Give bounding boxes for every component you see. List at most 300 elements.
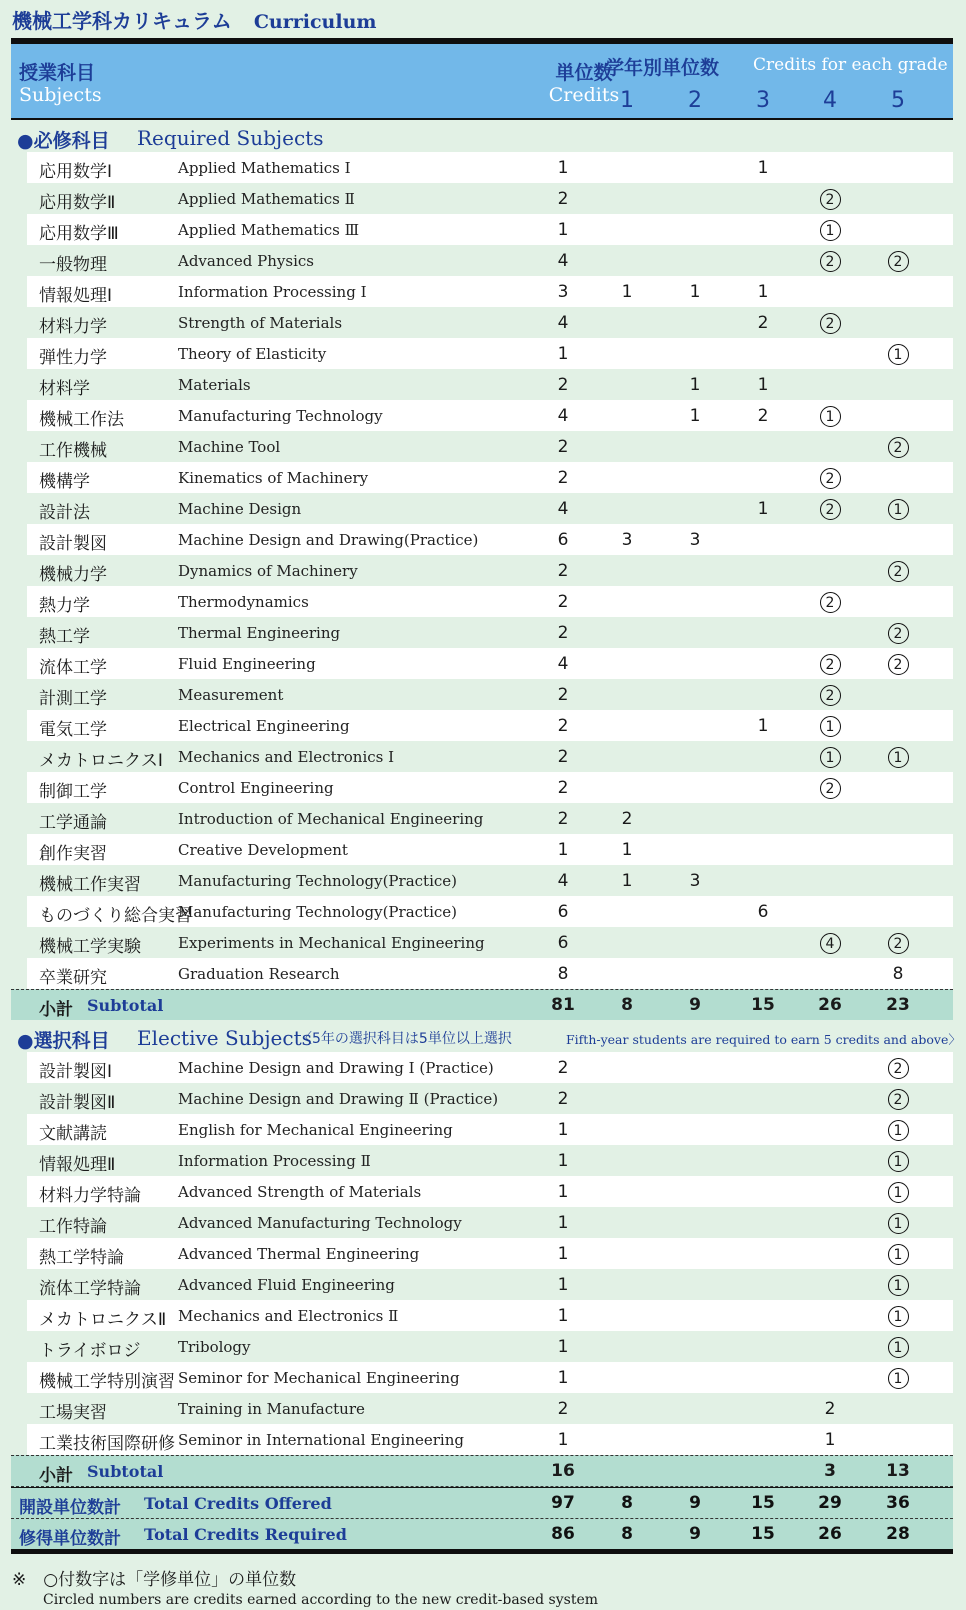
subject-name-en: Control Engineering (178, 779, 334, 797)
table-row (27, 524, 953, 555)
subject-name-ja: 設計製図Ⅰ (39, 1062, 113, 1082)
subtotal-grade-4: 26 (818, 995, 842, 1015)
subject-name-en: Seminor in International Engineering (178, 1431, 464, 1449)
subject-name-en: Advanced Thermal Engineering (178, 1245, 420, 1263)
grade-4-cell (800, 313, 860, 334)
grade-4-cell (800, 778, 860, 799)
grade-1-cell: 1 (621, 282, 633, 302)
total-credits: 86 (551, 1524, 575, 1544)
table-row (27, 1114, 953, 1145)
grade-4-cell: 1 (824, 1430, 836, 1450)
table-row (11, 1269, 953, 1300)
grade-3-cell: 2 (757, 406, 769, 426)
subject-name-ja: 情報処理Ⅱ (39, 1155, 116, 1175)
credits-cell: 1 (557, 1213, 569, 1233)
circled-credit: 1 (820, 220, 841, 241)
totals-block (11, 1487, 953, 1549)
grade-3-cell: 1 (757, 282, 769, 302)
circled-credit: 2 (888, 933, 909, 954)
subject-name-en: Manufacturing Technology(Practice) (178, 903, 457, 921)
grade-5-cell (868, 251, 928, 272)
subject-name-en: Kinematics of Machinery (178, 469, 369, 487)
credits-cell: 1 (557, 220, 569, 240)
grade-1-cell: 1 (621, 840, 633, 860)
subject-name-ja: 工業技術国際研修 (39, 1434, 175, 1454)
elective-subtotal-row (11, 1455, 953, 1487)
circled-credit: 1 (888, 1120, 909, 1141)
table-row (27, 710, 953, 741)
subject-name-en: Machine Design and Drawing(Practice) (178, 531, 479, 549)
credits-cell: 2 (557, 189, 569, 209)
total-label-en: Total Credits Offered (144, 1494, 332, 1513)
credits-cell: 2 (557, 778, 569, 798)
subject-name-ja: 工場実習 (39, 1403, 107, 1423)
table-row (27, 1362, 953, 1393)
table-row (11, 1393, 953, 1424)
grade-2-cell: 1 (689, 375, 701, 395)
total-credits: 97 (551, 1493, 575, 1513)
total-grade-1: 8 (621, 1524, 633, 1544)
grade-5-cell (868, 437, 928, 458)
subject-name-en: Graduation Research (178, 965, 340, 983)
circled-credit: 1 (888, 1182, 909, 1203)
total-grade-3: 15 (751, 1524, 775, 1544)
credits-cell: 2 (557, 623, 569, 643)
subject-name-ja: 応用数学Ⅱ (39, 193, 116, 213)
credits-cell: 1 (557, 1275, 569, 1295)
header-subjects-en: Subjects (19, 84, 102, 106)
grade-5-cell (868, 654, 928, 675)
grade-5-cell (868, 1213, 928, 1234)
total-grade-1: 8 (621, 1493, 633, 1513)
credits-cell: 1 (557, 1151, 569, 1171)
total-grade-2: 9 (689, 1493, 701, 1513)
subject-name-ja: 材料力学特論 (39, 1186, 141, 1206)
grade-3-cell: 6 (757, 902, 769, 922)
grade-3-cell: 1 (757, 158, 769, 178)
header-grade-4: 4 (823, 88, 837, 113)
table-row (27, 1052, 953, 1083)
table-bottom-rule (11, 1549, 953, 1554)
table-row (27, 462, 953, 493)
subtotal-grade-5: 23 (886, 995, 910, 1015)
circled-credit: 2 (820, 189, 841, 210)
grade-3-cell: 1 (757, 716, 769, 736)
subject-name-ja: 機械工作実習 (39, 875, 141, 895)
subtotal-label-ja: 小計 (39, 1466, 73, 1486)
credits-cell: 2 (557, 375, 569, 395)
subject-name-ja: 応用数学Ⅰ (39, 162, 113, 182)
table-row (27, 1424, 953, 1455)
circled-credit: 1 (888, 344, 909, 365)
subject-name-ja: ものづくり総合実習 (39, 906, 192, 926)
grade-4-cell (800, 406, 860, 427)
subject-name-ja: 工学通論 (39, 813, 107, 833)
grade-5-cell (868, 623, 928, 644)
circled-credit: 2 (888, 1089, 909, 1110)
total-row (11, 1518, 953, 1549)
footnote-ja: ※ ○付数字は「学修単位」の単位数 (12, 1570, 297, 1590)
elective-title-ja: ●選択科目 (17, 1030, 110, 1052)
circled-credit: 1 (888, 1337, 909, 1358)
credits-cell: 1 (557, 1306, 569, 1326)
credits-cell: 4 (557, 654, 569, 674)
subject-name-ja: 機構学 (39, 472, 90, 492)
credits-cell: 3 (557, 282, 569, 302)
subject-name-en: Tribology (178, 1338, 251, 1356)
total-grade-4: 26 (818, 1524, 842, 1544)
total-label-en: Total Credits Required (144, 1525, 347, 1544)
subject-name-en: Applied Mathematics Ⅲ (178, 221, 360, 239)
credits-cell: 4 (557, 871, 569, 891)
credits-cell: 4 (557, 251, 569, 271)
grade-1-cell: 2 (621, 809, 633, 829)
subtotal-label-en: Subtotal (87, 1462, 164, 1481)
table-row (11, 183, 953, 214)
grade-5-cell (868, 1058, 928, 1079)
grade-5-cell (868, 1306, 928, 1327)
table-row (11, 307, 953, 338)
subject-name-ja: 工作機械 (39, 441, 107, 461)
subtotal-grade-2: 9 (689, 995, 701, 1015)
subject-name-ja: メカトロニクスⅡ (39, 1310, 167, 1330)
grade-4-cell (800, 685, 860, 706)
subject-name-ja: 熱工学特論 (39, 1248, 124, 1268)
credits-cell: 4 (557, 499, 569, 519)
subject-name-ja: トライボロジ (39, 1341, 141, 1361)
grade-4-cell (800, 251, 860, 272)
table-row (11, 245, 953, 276)
table-row (11, 865, 953, 896)
credits-cell: 1 (557, 1368, 569, 1388)
elective-section-heading (11, 1020, 961, 1052)
subject-name-en: Manufacturing Technology(Practice) (178, 872, 457, 890)
table-row (27, 338, 953, 369)
footnote (12, 1565, 952, 1608)
subtotal-grade-3: 15 (751, 995, 775, 1015)
subject-name-ja: メカトロニクスⅠ (39, 751, 163, 771)
subject-name-ja: 弾性力学 (39, 348, 107, 368)
credits-cell: 4 (557, 406, 569, 426)
subject-name-ja: 設計法 (39, 503, 90, 523)
circled-credit: 1 (888, 1244, 909, 1265)
circled-credit: 2 (820, 313, 841, 334)
subject-name-en: Advanced Fluid Engineering (178, 1276, 395, 1294)
grade-5-cell (868, 1089, 928, 1110)
subtotal-credits: 81 (551, 995, 575, 1015)
credits-cell: 1 (557, 1430, 569, 1450)
subject-name-ja: 流体工学 (39, 658, 107, 678)
table-row (11, 369, 953, 400)
credits-cell: 1 (557, 1182, 569, 1202)
subject-name-en: Information Processing Ⅰ (178, 283, 367, 301)
grade-5-cell (868, 561, 928, 582)
subject-name-ja: 情報処理Ⅰ (39, 286, 113, 306)
circled-credit: 2 (888, 437, 909, 458)
subject-name-ja: 一般物理 (39, 255, 107, 275)
subject-name-en: Applied Mathematics Ⅰ (178, 159, 351, 177)
required-rows (11, 152, 953, 989)
subject-name-ja: 熱工学 (39, 627, 90, 647)
circled-credit: 2 (820, 499, 841, 520)
circled-credit: 2 (820, 778, 841, 799)
grade-3-cell: 1 (757, 375, 769, 395)
header-subjects-ja: 授業科目 (19, 62, 96, 84)
header-grade-ja: 学年別単位数 (605, 57, 720, 79)
grade-1-cell: 1 (621, 871, 633, 891)
subject-name-ja: 卒業研究 (39, 968, 107, 988)
credits-cell: 2 (557, 468, 569, 488)
circled-credit: 2 (820, 468, 841, 489)
credits-cell: 1 (557, 840, 569, 860)
credits-cell: 1 (557, 1337, 569, 1357)
table-row (11, 679, 953, 710)
circled-credit: 1 (888, 1151, 909, 1172)
subject-name-ja: 応用数学Ⅲ (39, 224, 119, 244)
curriculum-table (11, 38, 961, 1554)
subtotal-grade-5: 13 (886, 1461, 910, 1481)
credits-cell: 6 (557, 902, 569, 922)
required-title-en: Required Subjects (137, 126, 324, 150)
credits-cell: 2 (557, 685, 569, 705)
subject-name-en: Advanced Physics (178, 252, 314, 270)
credits-cell: 1 (557, 1244, 569, 1264)
grade-5-cell (868, 1337, 928, 1358)
table-header (11, 44, 953, 120)
subject-name-en: Thermal Engineering (178, 624, 341, 642)
grade-4-cell (800, 189, 860, 210)
subject-name-ja: 流体工学特論 (39, 1279, 141, 1299)
table-row (11, 493, 953, 524)
grade-4-cell (800, 499, 860, 520)
subject-name-en: Electrical Engineering (178, 717, 350, 735)
subject-name-ja: 文献講読 (39, 1124, 107, 1144)
credits-cell: 6 (557, 530, 569, 550)
subject-name-en: Advanced Manufacturing Technology (178, 1214, 462, 1232)
table-row (27, 958, 953, 989)
grade-5-cell (868, 1275, 928, 1296)
subject-name-en: Machine Design and Drawing Ⅰ (Practice) (178, 1059, 494, 1077)
elective-note-ja: 〈5年の選択科目は5単位以上選択 (298, 1031, 512, 1047)
grade-4-cell (800, 716, 860, 737)
credits-cell: 1 (557, 344, 569, 364)
subject-name-en: Introduction of Mechanical Engineering (178, 810, 484, 828)
subject-name-ja: 材料学 (39, 379, 90, 399)
grade-5-cell (868, 1368, 928, 1389)
credits-cell: 2 (557, 747, 569, 767)
page-title (12, 5, 377, 33)
subtotal-grade-4: 3 (824, 1461, 836, 1481)
subtotal-label-ja: 小計 (39, 1000, 73, 1020)
circled-credit: 2 (820, 592, 841, 613)
table-row (27, 772, 953, 803)
credits-cell: 8 (557, 964, 569, 984)
grade-4-cell (800, 220, 860, 241)
header-grade-3: 3 (756, 88, 770, 113)
total-label-ja: 修得単位数計 (19, 1529, 121, 1549)
circled-credit: 1 (888, 747, 909, 768)
grade-5-cell (868, 1151, 928, 1172)
subject-name-en: Fluid Engineering (178, 655, 316, 673)
grade-2-cell: 1 (689, 282, 701, 302)
total-label-ja: 開設単位数計 (19, 1498, 121, 1518)
credits-cell: 6 (557, 933, 569, 953)
total-grade-4: 29 (818, 1493, 842, 1513)
grade-5-cell (868, 1244, 928, 1265)
circled-credit: 2 (820, 654, 841, 675)
grade-2-cell: 1 (689, 406, 701, 426)
subject-name-en: Mechanics and Electronics Ⅰ (178, 748, 395, 766)
grade-4-cell (800, 933, 860, 954)
circled-credit: 1 (820, 747, 841, 768)
credits-cell: 2 (557, 437, 569, 457)
grade-1-cell: 3 (621, 530, 633, 550)
grade-5-cell: 8 (892, 964, 904, 984)
subject-name-ja: 制御工学 (39, 782, 107, 802)
grade-5-cell (868, 933, 928, 954)
subject-name-en: Strength of Materials (178, 314, 343, 332)
subject-name-en: Machine Design and Drawing Ⅱ (Practice) (178, 1090, 499, 1108)
circled-credit: 2 (888, 251, 909, 272)
header-grade-5: 5 (891, 88, 905, 113)
circled-credit: 1 (888, 1368, 909, 1389)
grade-5-cell (868, 499, 928, 520)
required-subtotal-row (11, 989, 953, 1020)
footnote-en: Circled numbers are credits earned according to the new credit-based system (43, 1592, 599, 1608)
credits-cell: 2 (557, 809, 569, 829)
subject-name-en: Theory of Elasticity (178, 345, 327, 363)
header-grade-1: 1 (620, 88, 634, 113)
credits-cell: 1 (557, 158, 569, 178)
subject-name-ja: 電気工学 (39, 720, 107, 740)
table-row (11, 803, 953, 834)
page-title-en: Curriculum (253, 11, 377, 33)
subject-name-ja: 機械工作法 (39, 410, 124, 430)
credits-cell: 4 (557, 313, 569, 333)
credits-cell: 2 (557, 1089, 569, 1109)
table-row (11, 741, 953, 772)
table-row (27, 1300, 953, 1331)
subject-name-ja: 機械力学 (39, 565, 107, 585)
grade-5-cell (868, 344, 928, 365)
table-row (27, 152, 953, 183)
grade-5-cell (868, 1182, 928, 1203)
credits-cell: 2 (557, 716, 569, 736)
table-row (11, 1083, 953, 1114)
grade-4-cell (800, 468, 860, 489)
circled-credit: 2 (820, 685, 841, 706)
table-row (27, 400, 953, 431)
grade-2-cell: 3 (689, 871, 701, 891)
table-row (27, 896, 953, 927)
circled-credit: 2 (888, 1058, 909, 1079)
credits-cell: 2 (557, 561, 569, 581)
circled-credit: 1 (820, 406, 841, 427)
subject-name-en: Measurement (178, 686, 284, 704)
subject-name-en: Mechanics and Electronics Ⅱ (178, 1307, 399, 1325)
table-row (11, 431, 953, 462)
subtotal-credits: 16 (551, 1461, 575, 1481)
subject-name-en: Training in Manufacture (178, 1400, 365, 1418)
subject-name-en: Machine Tool (178, 438, 281, 456)
credits-cell: 2 (557, 1058, 569, 1078)
total-grade-5: 28 (886, 1524, 910, 1544)
grade-3-cell: 1 (757, 499, 769, 519)
table-row (11, 927, 953, 958)
table-row (11, 555, 953, 586)
table-row (27, 586, 953, 617)
subject-name-en: Dynamics of Machinery (178, 562, 358, 580)
subtotal-grade-1: 8 (621, 995, 633, 1015)
circled-credit: 1 (888, 499, 909, 520)
circled-credit: 4 (820, 933, 841, 954)
subject-name-en: Machine Design (178, 500, 302, 518)
required-section-heading (11, 120, 953, 152)
subject-name-ja: 計測工学 (39, 689, 107, 709)
subject-name-ja: 創作実習 (39, 844, 107, 864)
subject-name-en: Experiments in Mechanical Engineering (178, 934, 485, 952)
elective-rows (11, 1052, 953, 1455)
circled-credit: 1 (888, 1213, 909, 1234)
subject-name-ja: 材料力学 (39, 317, 107, 337)
circled-credit: 1 (820, 716, 841, 737)
circled-credit: 1 (888, 1275, 909, 1296)
page-title-ja: 機械工学科カリキュラム (12, 9, 232, 33)
table-row (27, 1176, 953, 1207)
subject-name-en: Thermodynamics (178, 593, 309, 611)
subject-name-ja: 工作特論 (39, 1217, 107, 1237)
subject-name-en: Information Processing Ⅱ (178, 1152, 371, 1170)
header-credits-ja: 単位数 (555, 62, 613, 84)
subject-name-ja: 設計製図 (39, 534, 107, 554)
table-row (27, 834, 953, 865)
circled-credit: 2 (888, 561, 909, 582)
table-row (27, 276, 953, 307)
total-grade-3: 15 (751, 1493, 775, 1513)
total-row (11, 1487, 953, 1518)
subject-name-ja: 機械工学特別演習 (39, 1372, 175, 1392)
header-grade-2: 2 (688, 88, 702, 113)
table-row (11, 1331, 953, 1362)
subject-name-en: Advanced Strength of Materials (178, 1183, 422, 1201)
grade-4-cell (800, 654, 860, 675)
required-title-ja: ●必修科目 (17, 130, 110, 152)
subject-name-ja: 熱力学 (39, 596, 90, 616)
grade-4-cell: 2 (824, 1399, 836, 1419)
header-grade-en: Credits for each grade (753, 55, 948, 75)
circled-credit: 1 (888, 1306, 909, 1327)
grade-2-cell: 3 (689, 530, 701, 550)
subject-name-en: Seminor for Mechanical Engineering (178, 1369, 460, 1387)
grade-4-cell (800, 747, 860, 768)
total-grade-2: 9 (689, 1524, 701, 1544)
circled-credit: 2 (888, 654, 909, 675)
subtotal-label-en: Subtotal (87, 996, 164, 1015)
subject-name-en: English for Mechanical Engineering (178, 1121, 453, 1139)
circled-credit: 2 (888, 623, 909, 644)
grade-5-cell (868, 1120, 928, 1141)
table-row (11, 1145, 953, 1176)
credits-cell: 2 (557, 592, 569, 612)
grade-5-cell (868, 747, 928, 768)
subject-name-en: Applied Mathematics Ⅱ (178, 190, 355, 208)
table-row (11, 617, 953, 648)
table-row (27, 214, 953, 245)
table-row (11, 1207, 953, 1238)
subject-name-ja: 機械工学実験 (39, 937, 141, 957)
grade-4-cell (800, 592, 860, 613)
subject-name-en: Materials (178, 376, 251, 394)
